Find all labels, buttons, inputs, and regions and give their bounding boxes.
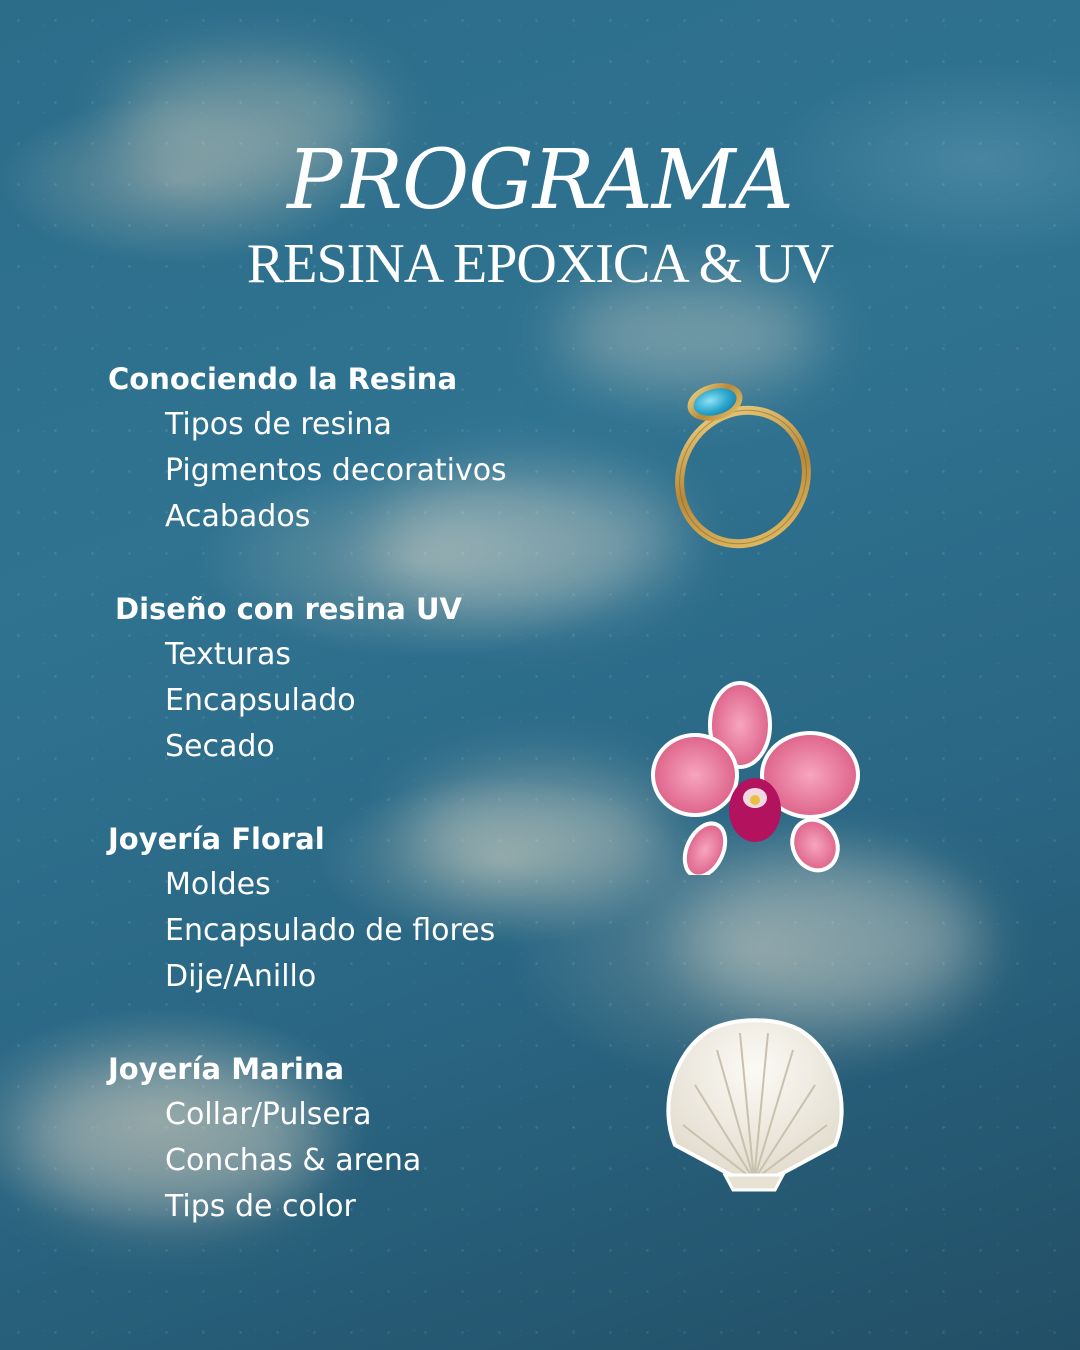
list-item: Texturas [165,637,292,672]
page-subtitle: RESINA EPOXICA & UV [246,233,834,295]
section-conociendo-la-resina [108,362,507,540]
ring-icon [655,372,820,557]
list-item: Conchas & arena [165,1143,422,1178]
list-item: Collar/Pulsera [165,1097,372,1132]
scallop-shell-icon [655,1015,853,1193]
section-heading: Diseño con resina UV [115,592,462,626]
section-list [108,862,495,1000]
list-item: Dije/Anillo [165,959,317,994]
orchid-icon [650,680,860,875]
list-item: Secado [165,729,275,764]
page-title: PROGRAMA [287,133,793,228]
section-joyeria-marina [108,1052,421,1230]
list-item: Tipos de resina [165,407,392,442]
list-item: Encapsulado [165,683,356,718]
section-joyeria-floral [108,822,495,1000]
section-list [115,632,462,770]
list-item: Moldes [165,867,271,902]
section-heading: Joyería Marina [108,1052,345,1086]
section-heading: Conociendo la Resina [108,362,458,396]
list-item: Pigmentos decorativos [165,453,507,488]
section-list [108,402,507,540]
section-list [108,1092,421,1230]
list-item: Encapsulado de flores [165,913,496,948]
section-heading: Joyería Floral [108,822,325,856]
section-diseno-con-resina-uv [115,592,462,770]
list-item: Tips de color [165,1189,356,1224]
list-item: Acabados [165,499,311,534]
